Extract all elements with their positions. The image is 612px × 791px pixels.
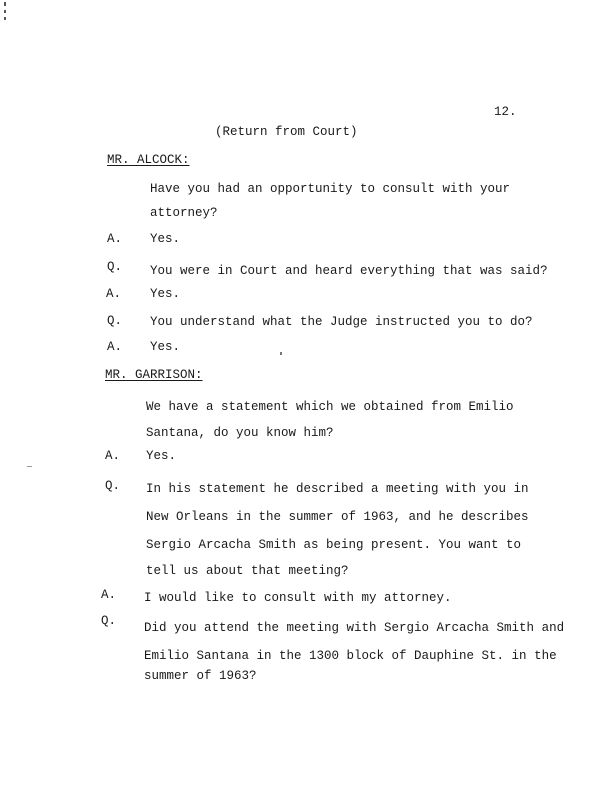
question-text: New Orleans in the summer of 1963, and he describes xyxy=(146,510,529,524)
garrison-statement-line: We have a statement which we obtained from Emilio xyxy=(146,400,514,414)
question-text: Emilio Santana in the 1300 block of Dauphine St. in the xyxy=(144,649,557,663)
answer-text: Yes. xyxy=(150,232,181,246)
question-label: Q. xyxy=(105,479,121,493)
alcock-question-line: attorney? xyxy=(150,206,218,220)
garrison-statement-line: Santana, do you know him? xyxy=(146,426,334,440)
question-label: Q. xyxy=(107,314,123,328)
answer-text: Yes. xyxy=(150,287,181,301)
answer-label: A. xyxy=(106,287,122,301)
alcock-question-line: Have you had an opportunity to consult with your xyxy=(150,182,511,196)
page-heading: (Return from Court) xyxy=(215,125,358,139)
question-text: tell us about that meeting? xyxy=(146,564,349,578)
question-text: summer of 1963? xyxy=(144,669,257,683)
question-text: Did you attend the meeting with Sergio Arcacha Smith and xyxy=(144,621,565,635)
scan-mark xyxy=(4,17,6,20)
answer-label: A. xyxy=(107,340,123,354)
question-text: In his statement he described a meeting with you in xyxy=(146,482,529,496)
question-text: You were in Court and heard everything that was said? xyxy=(150,264,548,278)
scan-mark xyxy=(4,2,6,6)
answer-label: A. xyxy=(101,588,117,602)
answer-label: A. xyxy=(107,232,123,246)
question-text: Sergio Arcacha Smith as being present. You want to xyxy=(146,538,522,552)
question-label: Q. xyxy=(107,260,123,274)
page-number: 12. xyxy=(494,105,517,119)
question-text: You understand what the Judge instructed you to do? xyxy=(150,315,533,329)
answer-text: I would like to consult with my attorney. xyxy=(144,591,452,605)
scan-mark xyxy=(4,10,6,13)
answer-text: Yes. xyxy=(150,340,181,354)
scan-mark xyxy=(27,466,32,467)
answer-label: A. xyxy=(105,449,121,463)
speaker-alcock: MR. ALCOCK: xyxy=(107,153,190,167)
answer-text: Yes. xyxy=(146,449,177,463)
speaker-garrison: MR. GARRISON: xyxy=(105,368,203,382)
question-label: Q. xyxy=(101,614,117,628)
scan-mark xyxy=(280,352,282,355)
